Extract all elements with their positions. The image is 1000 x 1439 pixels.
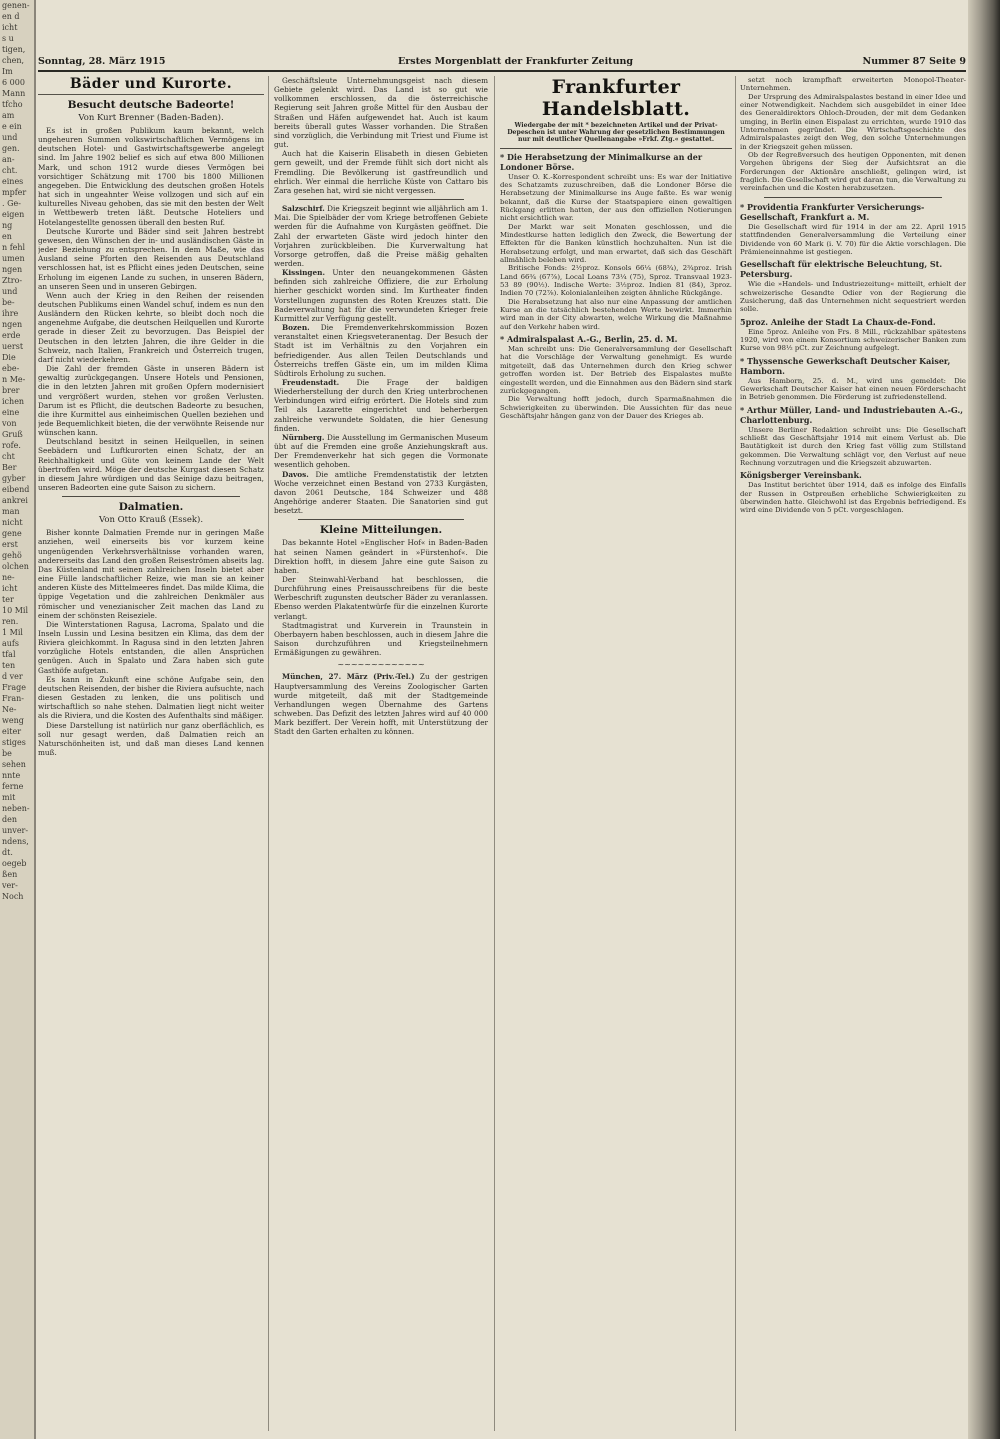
- article-heading: * Die Herabsetzung der Minimalkurse an der Londoner Börse.: [500, 151, 703, 172]
- article-paragraph: Wenn auch der Krieg in den Reihen der reisenden deutschen Publikums einen Wandel schuf, indem es nun den Ausländern den Rücken kehrte, so bleibt doch noch die angenehme Aufgabe, die deutschen Heilquellen und Kurorte gerade in dieser Zeit zu bevorzugen. Das Beispiel der Deutschen in den letzten Jahren, die ihre Gelder in die Schweiz, nach Italien, Frankreich und Österreich trugen, darf nicht wiederkehren.: [38, 290, 264, 364]
- news-text: Die Kriegszeit beginnt wie alljährlich am 1. Mai. Die Spielbäder der vom Kriege betroffenen Gebiete werden für die Aufnahme von Kurgästen geöffnet. Die Zahl der erwarteten Gäste wird jedoch hinter den Vorjahren zurückbleiben. Die Kurverwaltung hat Vorsorge getroffen, daß die Preise mäßig gehalten werden.: [274, 204, 488, 268]
- notice-heading: * Providentia Frankfurter Versicherungs-Gesellschaft, Frankfurt a. M.: [740, 201, 925, 222]
- gutter-line: en: [2, 232, 12, 241]
- notice-text: Aus Hamborn, 25. d. M., wird uns gemeldet: Die Gewerkschaft Deutscher Kaiser hat einen neuen Förderschacht in Betrieb genommen. Die Förderung ist zufriedenstellend.: [740, 376, 966, 402]
- gutter-line: Im: [2, 67, 13, 76]
- gutter-line: rofe.: [2, 441, 21, 450]
- notice-heading: Königsberger Vereinsbank.: [740, 470, 862, 481]
- article-paragraph: Geschäftsleute Unternehmungsgeist nach diesem Gebiete gelenkt wird. Das Land ist so gut wie vollkommen erschlossen, da die österreichische Regierung seit Jahren große Mittel für den Ausbau der Straßen und Häfen aufgewendet hat. Auch ist kaum bereits überall gutes Wasser vorhanden. Die Straßen sind vorzüglich, die Verbindung mit Triest und Fiume ist gut.: [274, 76, 488, 150]
- gutter-line: ten: [2, 661, 16, 670]
- gutter-line: von: [2, 419, 17, 428]
- gutter-line: eiter: [2, 727, 22, 736]
- article-paragraph: Der Steinwahl-Verband hat beschlossen, die Durchführung eines Preisausschreibens für die beste Werbeschrift zugunsten deutscher Bäder zu veranlassen. Ebenso werden Plakatentwürfe für die einzelnen Kurorte verlangt.: [274, 574, 488, 621]
- news-text: Die Ausstellung im Germanischen Museum übt auf die Fremden eine große Anziehungskraft aus. Der Fremdenverkehr hat sich gegen die Vormonate wesentlich gehoben.: [274, 432, 488, 470]
- news-text: Die Frage der baldigen Wiederherstellung der durch den Krieg unterbrochenen Verbindungen wird eifrig erörtert. Die Hotels sind zum Teil als Lazarette eingerichtet und beherbergen zahlreiche verwundete Soldaten, die hier Genesung finden.: [274, 378, 488, 433]
- gutter-line: e ein: [2, 122, 22, 131]
- newspaper-sheet: [38, 56, 966, 1439]
- column-divider: [494, 76, 495, 1431]
- notice-text: Die Gesellschaft wird für 1914 in der am 22. April 1915 stattfindenden Generalversammlung die Verteilung einer Dividende von 60 Mark (i. V. 70) für die Aktie vorschlagen. Die Prämieneinnahme ist gestiegen.: [740, 222, 966, 256]
- article-title-visit-german-spas: Besucht deutsche Badeorte!: [67, 99, 235, 111]
- section-title-commerce: Frankfurter Handelsblatt.: [541, 76, 691, 120]
- news-item: [274, 268, 488, 323]
- gutter-line: ferne: [2, 782, 24, 791]
- gutter-line: Frage: [2, 683, 26, 692]
- gutter-line: en d: [2, 12, 20, 21]
- masthead-date: Sonntag, 28. März 1915: [38, 56, 166, 67]
- article-paragraph: Ob der Regreßversuch des heutigen Opponenten, mit denen Vorgehen übrigens der Sieg der Aufsichtsrat an die Forderungen der Aktionäre anschließt, gelingen wird, ist fraglich. Die Gesellschaft wird gut daran tun, die Verwaltung zu vereinfachen und die Kosten herabzusetzen.: [740, 151, 966, 193]
- article-paragraph: Deutsche Kurorte und Bäder sind seit Jahren bestrebt gewesen, den Wünschen der in- und ausländischen Gäste in jeder Beziehung zu entsprechen. In dem Maße, wie das Ausland seine Pforten den Reisenden aus Deutschland verschlossen hat, ist es Pflicht eines jeden Deutschen, seine Erholung im eigenen Lande zu suchen, in unseren Bädern, an unseren Seen und in unseren Gebirgen.: [38, 226, 264, 291]
- gutter-line: . Ge-: [2, 199, 21, 208]
- article-paragraph: Man schreibt uns: Die Generalversammlung der Gesellschaft hat die Vorschläge der Verwaltung genehmigt. Es wurde mitgeteilt, daß das Unternehmen durch den Krieg schwer getroffen worden ist. Der Betrieb des Eispalastes mußte eingestellt werden, und die Einnahmen aus den Bädern sind stark zurückgegangen.: [500, 345, 732, 395]
- news-text: Die amtliche Fremdenstatistik der letzten Woche verzeichnet einen Bestand von 2733 Kurgästen, davon 2061 Deutsche, 184 Schweizer und 488 Angehörige anderer Staaten. Die Sanatorien sind gut besetzt.: [274, 469, 488, 516]
- article-heading: * Admiralspalast A.-G., Berlin, 25. d. M.: [500, 334, 678, 345]
- news-item: [274, 323, 488, 378]
- gutter-line: erst: [2, 540, 18, 549]
- reprint-notice: Wiedergabe der mit * bezeichneten Artikel und der Privat-Depeschen ist unter Wahrung der gesetzlichen Bestimmungen nur mit deutlicher Quellenangabe »Frkf. Ztg.« gestattet.: [507, 122, 725, 144]
- gutter-line: ren.: [2, 617, 19, 626]
- gutter-line: neben-: [2, 804, 30, 813]
- ornament-divider: ~~~~~~~~~~~~~: [337, 660, 425, 670]
- gutter-line: Fran-: [2, 694, 24, 703]
- gutter-line: gyber: [2, 474, 26, 483]
- gutter-line: ver-: [2, 881, 18, 890]
- gutter-line: Ber: [2, 463, 17, 472]
- gutter-line: mit: [2, 793, 16, 802]
- gutter-line: 10 Mil: [2, 606, 29, 615]
- gutter-line: ngen: [2, 320, 23, 329]
- gutter-line: genen-: [2, 1, 30, 10]
- gutter-line: nnte: [2, 771, 21, 780]
- gutter-line: ebe-: [2, 364, 20, 373]
- gutter-line: icht: [2, 584, 18, 593]
- gutter-line: cht.: [2, 166, 18, 175]
- gutter-line: olchen: [2, 562, 29, 571]
- article-paragraph: Auch hat die Kaiserin Elisabeth in diesen Gebieten gern geweilt, und der Fremde fühlt sich dort nicht als Fremdling. Die Bevölkerung ist gastfreundlich und ehrlich. Wer einmal die herrliche Küste von Cattaro bis Zara gesehen hat, wird sie nicht vergessen.: [274, 149, 488, 195]
- gutter-line: gehö: [2, 551, 22, 560]
- article-paragraph: Das bekannte Hotel »Englischer Hof« in Baden-Baden hat seinen Namen geändert in »Fürstenhof«. Die Direktion hofft, in diesem Jahre eine gute Saison zu haben.: [274, 538, 488, 575]
- article-paragraph: Der Ursprung des Admiralspalastes bestand in einer Idee und einer Notwendigkeit. Nachdem sich ausgebildet in einer Idee des Generaldirektors Ohloch-Drouden, der mit dem Gedanken umging, in Berlin einen Eispalast zu errichten, wurde 1910 das Unternehmen gegründet. Die Wirtschaftsgeschichte des Admiralspalastes zeigt den Weg, den solche Unternehmungen in der Kriegszeit gehen müssen.: [740, 92, 966, 151]
- article-title-dalmatia: Dalmatien.: [118, 501, 184, 514]
- news-item: [274, 204, 488, 268]
- gutter-line: ankrei: [2, 496, 28, 505]
- gutter-line: ngen: [2, 265, 23, 274]
- gutter-line: aufs: [2, 639, 19, 648]
- notice-text: Eine 5proz. Anleihe von Frs. 8 Mill., rückzahlbar spätestens 1920, wird von einem Konsortium schweizerischer Banken zum Kurse von 98½ pCt. zur Zeichnung aufgelegt.: [740, 327, 966, 353]
- article-paragraph: Es kann in Zukunft eine schöne Aufgabe sein, den deutschen Reisenden, der bisher die Riviera aufsuchte, nach diesen Gestaden zu lenken, die uns politisch und wirtschaftlich so nahe stehen. Dalmatien liegt nicht weiter als die Riviera, und die Kosten des Aufenthalts sind mäßiger.: [38, 674, 264, 721]
- section-title-baths: Bäder und Kurorte.: [38, 76, 264, 95]
- gutter-line: be-: [2, 298, 15, 307]
- column-commerce: [500, 76, 732, 1436]
- article-separator: [62, 496, 240, 497]
- news-place: Bozen.: [282, 323, 310, 333]
- news-place: Salzschirf.: [282, 204, 325, 214]
- article-separator: [764, 197, 942, 198]
- gutter-line: chen,: [2, 56, 25, 65]
- gutter-line: an-: [2, 155, 15, 164]
- article-paragraph: Die Verwaltung hofft jedoch, durch Sparmaßnahmen die Schwierigkeiten zu überwinden. Die Aussichten für das neue Geschäftsjahr hängen ganz von der Dauer des Krieges ab.: [500, 395, 732, 420]
- gutter-line: ter: [2, 595, 14, 604]
- gutter-line: eines: [2, 177, 24, 186]
- gutter-line: n fehl: [2, 243, 26, 252]
- news-place: Davos.: [282, 469, 309, 479]
- gutter-line: ichen: [2, 397, 25, 406]
- notice-text: Wie die »Handels- und Industriezeitung« mitteilt, erhielt der schweizerische Gesandte Odier von der Regierung die Zusicherung, daß das Unternehmen nicht sequestriert werden solle.: [740, 280, 966, 314]
- notice-heading: Gesellschaft für elektrische Beleuchtung, St. Petersburg.: [740, 259, 943, 280]
- gutter-line: n Me-: [2, 375, 26, 384]
- masthead-page-number: Nummer 87 Seite 9: [862, 56, 966, 67]
- gutter-line: eigen: [2, 210, 25, 219]
- gutter-line: ßen: [2, 870, 18, 879]
- gutter-line: be: [2, 749, 12, 758]
- gutter-line: tfcho: [2, 100, 23, 109]
- gutter-line: tfal: [2, 650, 16, 659]
- article-byline: Von Otto Krauß (Essek).: [98, 515, 204, 526]
- gutter-line: Die: [2, 353, 16, 362]
- gutter-line: man: [2, 507, 20, 516]
- gutter-line: am: [2, 111, 15, 120]
- article-paragraph: Die Winterstationen Ragusa, Lacroma, Spalato und die Inseln Lussin und Lesina besitzen ein Klima, das dem der Riviera gleichkommt. In Ragusa sind in den letzten Jahren vorzügliche Hotels entstanden, die allen Ansprüchen genügen. Auch in Spalato und Zara haben sich gute Gasthöfe aufgetan.: [38, 619, 264, 675]
- article-paragraph: Deutschland besitzt in seinen Heilquellen, in seinen Seebädern und Luftkurorten einen Schatz, der an Reichhaltigkeit und Güte von keinem Lande der Welt übertroffen wird. Möge der deutsche Kurgast diesen Schatz in diesem Jahre würdigen und das Seinige dazu beitragen, unseren Badeorten eine gute Saison zu sichern.: [38, 437, 264, 493]
- masthead-title: Erstes Morgenblatt der Frankfurter Zeitung: [398, 56, 634, 67]
- gutter-line: Gruß: [2, 430, 23, 439]
- gutter-line: erde: [2, 331, 21, 340]
- gutter-line: tigen,: [2, 45, 26, 54]
- gutter-line: und: [2, 287, 18, 296]
- gutter-line: 1 Mil: [2, 628, 23, 637]
- gutter-line: weng: [2, 716, 24, 725]
- gutter-line: icht: [2, 23, 18, 32]
- column-spa-news: [274, 76, 488, 1436]
- gutter-line: ne-: [2, 573, 15, 582]
- gutter-line: gen.: [2, 144, 20, 153]
- page-binding-edge: [968, 0, 1000, 1439]
- article-paragraph: Es ist in großen Publikum kaum bekannt, welch ungeheuren Summen volkswirtschaftlichen Vermögens im deutschen Hotel- und Gastwirtschaftsgewerbe angelegt sind. Im Jahre 1902 belief es sich auf etwa 800 Millionen Mark, und schon 1912 wurde dieses Vermögen bei vorsichtiger Schätzung mit 1700 bis 1800 Millionen angegeben. Die Entwicklung des deutschen großen Hotels hat sich in ungeahnter Weise vollzogen und sich auf ein kulturelles Niveau gehoben, das sie mit den besten der Welt in Wettbewerb treten läßt. Deutsche Hoteliers und Hotelangestellte genossen überall den besten Ruf.: [38, 126, 264, 227]
- gutter-line: Mann: [2, 89, 26, 98]
- news-place: Nürnberg.: [282, 432, 325, 442]
- column-divider: [268, 76, 269, 1431]
- previous-page-edge: [0, 0, 36, 1439]
- news-text: Zu der gestrigen Hauptversammlung des Vereins Zoologischer Garten wurde mitgeteilt, daß mit der Stadtgemeinde Verhandlungen wegen Übernahme des Gartens schweben. Das Defizit des letzten Jahres wird auf 40 000 Mark beziffert. Der Verein hofft, mit Unterstützung der Stadt den Garten erhalten zu können.: [274, 672, 488, 737]
- article-paragraph: Diese Darstellung ist natürlich nur ganz oberflächlich, es soll nur gesagt werden, daß Dalmatien reich an Naturschönheiten ist, und daß man dieses Land kennen muß.: [38, 720, 264, 757]
- gutter-line: brer: [2, 386, 20, 395]
- article-separator: [298, 199, 464, 200]
- column-business-notices: [740, 76, 966, 1436]
- gutter-line: eine: [2, 408, 20, 417]
- notice-heading: 5proz. Anleihe der Stadt La Chaux-de-Fond.: [740, 316, 936, 327]
- article-paragraph: Stadtmagistrat und Kurverein in Traunstein in Oberbayern haben beschlossen, auch in diesem Jahre die Saison durchzuführen und Kriegsteilnehmern Ermäßigungen zu gewähren.: [274, 620, 488, 658]
- column-baths-and-spas: [38, 76, 264, 1436]
- gutter-line: uerst: [2, 342, 24, 351]
- gutter-line: eibend: [2, 485, 30, 494]
- article-paragraph: setzt noch krampfhaft erweiterten Monopol-Theater-Unternehmen.: [740, 76, 966, 93]
- masthead: [38, 56, 966, 72]
- gutter-line: 6 000: [2, 78, 25, 87]
- article-separator: [500, 148, 732, 149]
- news-place: Kissingen.: [282, 268, 325, 278]
- news-place: Freudenstadt.: [282, 378, 340, 387]
- article-paragraph: Die Zahl der fremden Gäste in unseren Bädern ist gewaltig zurückgegangen. Unsere Hotels und Pensionen, die in den letzten Jahren mit großen Opfern modernisiert und vergrößert wurden, stehen vor großen Verlusten. Darum ist es Pflicht, die deutschen Badeorte zu besuchen, die ihre Kurmittel aus einheimischen Quellen beziehen und jede Bequemlichkeit bieten, die der verwöhnte Reisende nur wünschen kann.: [38, 364, 264, 438]
- notice-text: Das Institut berichtet über 1914, daß es infolge des Einfalls der Russen in Ostpreußen erhebliche Schwierigkeiten zu überwinden hatte. Gleichwohl ist das Ergebnis befriedigend. Es wird eine Dividende von 5 pCt. vorgeschlagen.: [740, 481, 966, 515]
- notice-heading: * Arthur Müller, Land- und Industriebauten A.-G., Charlottenburg.: [740, 404, 964, 425]
- gutter-line: Noch: [2, 892, 24, 901]
- news-item: [274, 378, 488, 433]
- news-text: Unter den neuangekommenen Gästen befinden sich zahlreiche Offiziere, die zur Erholung hierher geschickt worden sind. Im Kurtheater finden Vorstellungen zugunsten des Roten Kreuzes statt. Die Badeverwaltung hat für die verwundeten Krieger freie Kurmittel zur Verfügung gestellt.: [274, 268, 488, 323]
- notice-text: Unsere Berliner Redaktion schreibt uns: Die Gesellschaft schließt das Geschäftsjahr 1914 mit einem Verlust ab. Die Bautätigkeit ist durch den Krieg fast völlig zum Stillstand gekommen. Die Verwaltung schlägt vor, den Verlust auf neue Rechnung vorzutragen und die Kriegszeit abzuwarten.: [740, 425, 966, 467]
- article-byline: Von Kurt Brenner (Baden-Baden).: [78, 113, 224, 123]
- gutter-line: stiges: [2, 738, 26, 747]
- news-item: [274, 470, 488, 516]
- small-news-title: Kleine Mitteilungen.: [319, 524, 443, 537]
- gutter-line: den: [2, 815, 18, 824]
- article-paragraph: Unser O. K.-Korrespondent schreibt uns: Es war der Initiative des Schatzamts zuzuschreiben, daß die Londoner Börse die Herabsetzung der Minimalkurse ins Auge faßte. Es war wenig bekannt, daß die Kurse der Staatspapiere einen gewaltigen Rückgang erlitten hatten, der aus den offiziellen Notierungen nicht ersichtlich war.: [500, 172, 732, 223]
- gutter-line: und: [2, 133, 18, 142]
- article-paragraph: Bisher konnte Dalmatien Fremde nur in geringen Maße anziehen, weil einerseits bis vor kurzem keine ungenügenden Verkehrsverhältnisse vorhanden waren, andererseits das Land den großen Reiseströmen abseits lag. Das Küstenland mit seinen zahlreichen Inseln bietet aber eine Fülle landschaftlicher Reize, wie man sie an keiner anderen Küste des Mittelmeeres findet. Das milde Klima, die üppige Vegetation und die zahlreichen Denkmäler aus römischer und venezianischer Zeit machen das Land zu einem der schönsten Reiseziele.: [38, 528, 264, 620]
- news-item: [274, 433, 488, 470]
- gutter-line: sehen: [2, 760, 26, 769]
- article-paragraph: Britische Fonds: 2½proz. Konsols 66¼ (68¾), 2¾proz. Irish Land 66¾ (67⅞), Local Loans 73¼ (75), Sproz. Transvaal 1923-53 89 (90½). Indische Werte: 3½proz. Indien 81 (84), 3proz. Indien 70 (72⅞). Kolonialanleihen zeigten ähnliche Rückgänge.: [500, 264, 732, 298]
- article-paragraph: Die Herabsetzung hat also nur eine Anpassung der amtlichen Kurse an die tatsächlich bestehenden Werte bewirkt. Immerhin wird man in der City abwarten, welche Wirkung die Maßnahme auf den Verkehr haben wird.: [500, 297, 732, 331]
- gutter-line: cht: [2, 452, 15, 461]
- gutter-line: umen: [2, 254, 25, 263]
- gutter-line: Ztro-: [2, 276, 23, 285]
- news-place: München, 27. März (Priv.-Tel.): [282, 672, 415, 682]
- news-text: Die Fremdenverkehrskommission Bozen veranstaltet einen Kriegsveteranentag. Der Besuch der Stadt ist im Verhältnis zu den Vorjahren ein befriedigender. Aus allen Teilen Deutschlands und Österreichs treffen Gäste ein, um im milden Klima Südtirols Erholung zu suchen.: [274, 323, 488, 378]
- notice-heading: * Thyssensche Gewerkschaft Deutscher Kaiser, Hamborn.: [740, 355, 951, 376]
- gutter-line: mpfer: [2, 188, 27, 197]
- news-item: [274, 672, 488, 736]
- gutter-line: Ne-: [2, 705, 17, 714]
- gutter-line: gene: [2, 529, 22, 538]
- gutter-line: ndens,: [2, 837, 29, 846]
- gutter-line: dt.: [2, 848, 13, 857]
- column-divider: [735, 76, 736, 1431]
- article-paragraph: Der Markt war seit Monaten geschlossen, und die Mindestkurse hatten lediglich den Zweck, die Bewertung der Effekten für die Banken künstlich hochzuhalten. Nun ist die Herabsetzung erfolgt, und man erwartet, daß sich das Geschäft allmählich beleben wird.: [500, 222, 732, 265]
- gutter-line: ihre: [2, 309, 19, 318]
- article-separator: [298, 519, 464, 520]
- gutter-line: unver-: [2, 826, 29, 835]
- gutter-line: ng: [2, 221, 13, 230]
- gutter-line: s u: [2, 34, 14, 43]
- gutter-line: d ver: [2, 672, 23, 681]
- gutter-line: nicht: [2, 518, 23, 527]
- gutter-line: oegeb: [2, 859, 27, 868]
